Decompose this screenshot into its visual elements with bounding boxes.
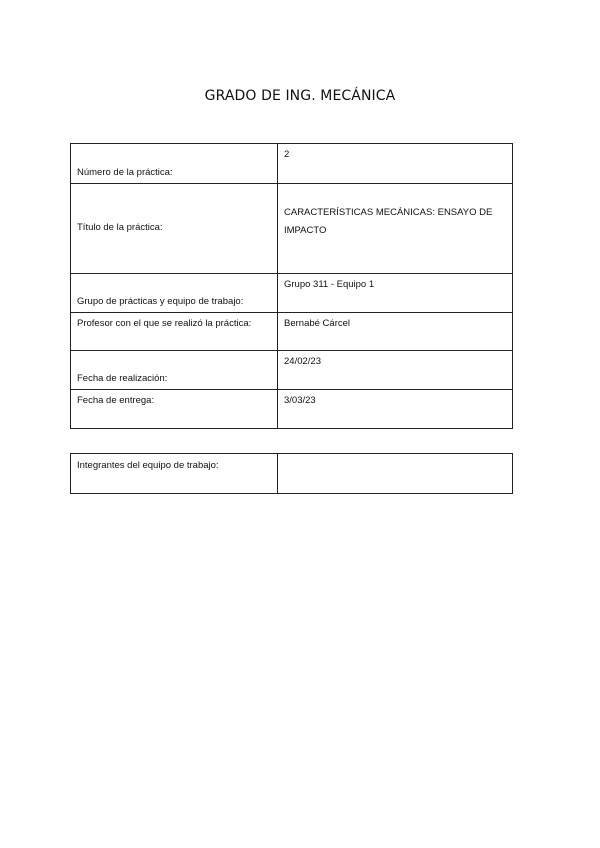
team-members-value <box>278 454 513 494</box>
table-row <box>71 144 513 184</box>
practice-group-label: Grupo de prácticas y equipo de trabajo: <box>71 274 278 313</box>
practice-group-value: Grupo 311 - Equipo 1 <box>278 274 513 313</box>
table-row <box>71 390 513 429</box>
practice-number-value: 2 <box>278 144 513 184</box>
table-row <box>71 184 513 274</box>
table-row <box>71 351 513 390</box>
realization-date-label: Fecha de realización: <box>71 351 278 390</box>
realization-date-value: 24/02/23 <box>278 351 513 390</box>
table-row <box>71 274 513 313</box>
practice-number-label: Número de la práctica: <box>71 144 278 184</box>
table-row <box>71 313 513 351</box>
practice-title-label: Título de la práctica: <box>71 184 278 274</box>
team-members-label: Integrantes del equipo de trabajo: <box>71 454 278 494</box>
professor-label: Profesor con el que se realizó la práctica: <box>71 313 278 351</box>
document-title: GRADO DE ING. MECÁNICA <box>204 88 396 104</box>
professor-value: Bernabé Cárcel <box>278 313 513 351</box>
delivery-date-label: Fecha de entrega: <box>71 390 278 429</box>
practice-info-table <box>70 143 513 429</box>
delivery-date-value: 3/03/23 <box>278 390 513 429</box>
practice-title-value: CARACTERÍSTICAS MECÁNICAS: ENSAYO DE IMPACTO <box>278 184 513 274</box>
team-members-table <box>70 453 513 494</box>
table-row <box>71 454 513 494</box>
